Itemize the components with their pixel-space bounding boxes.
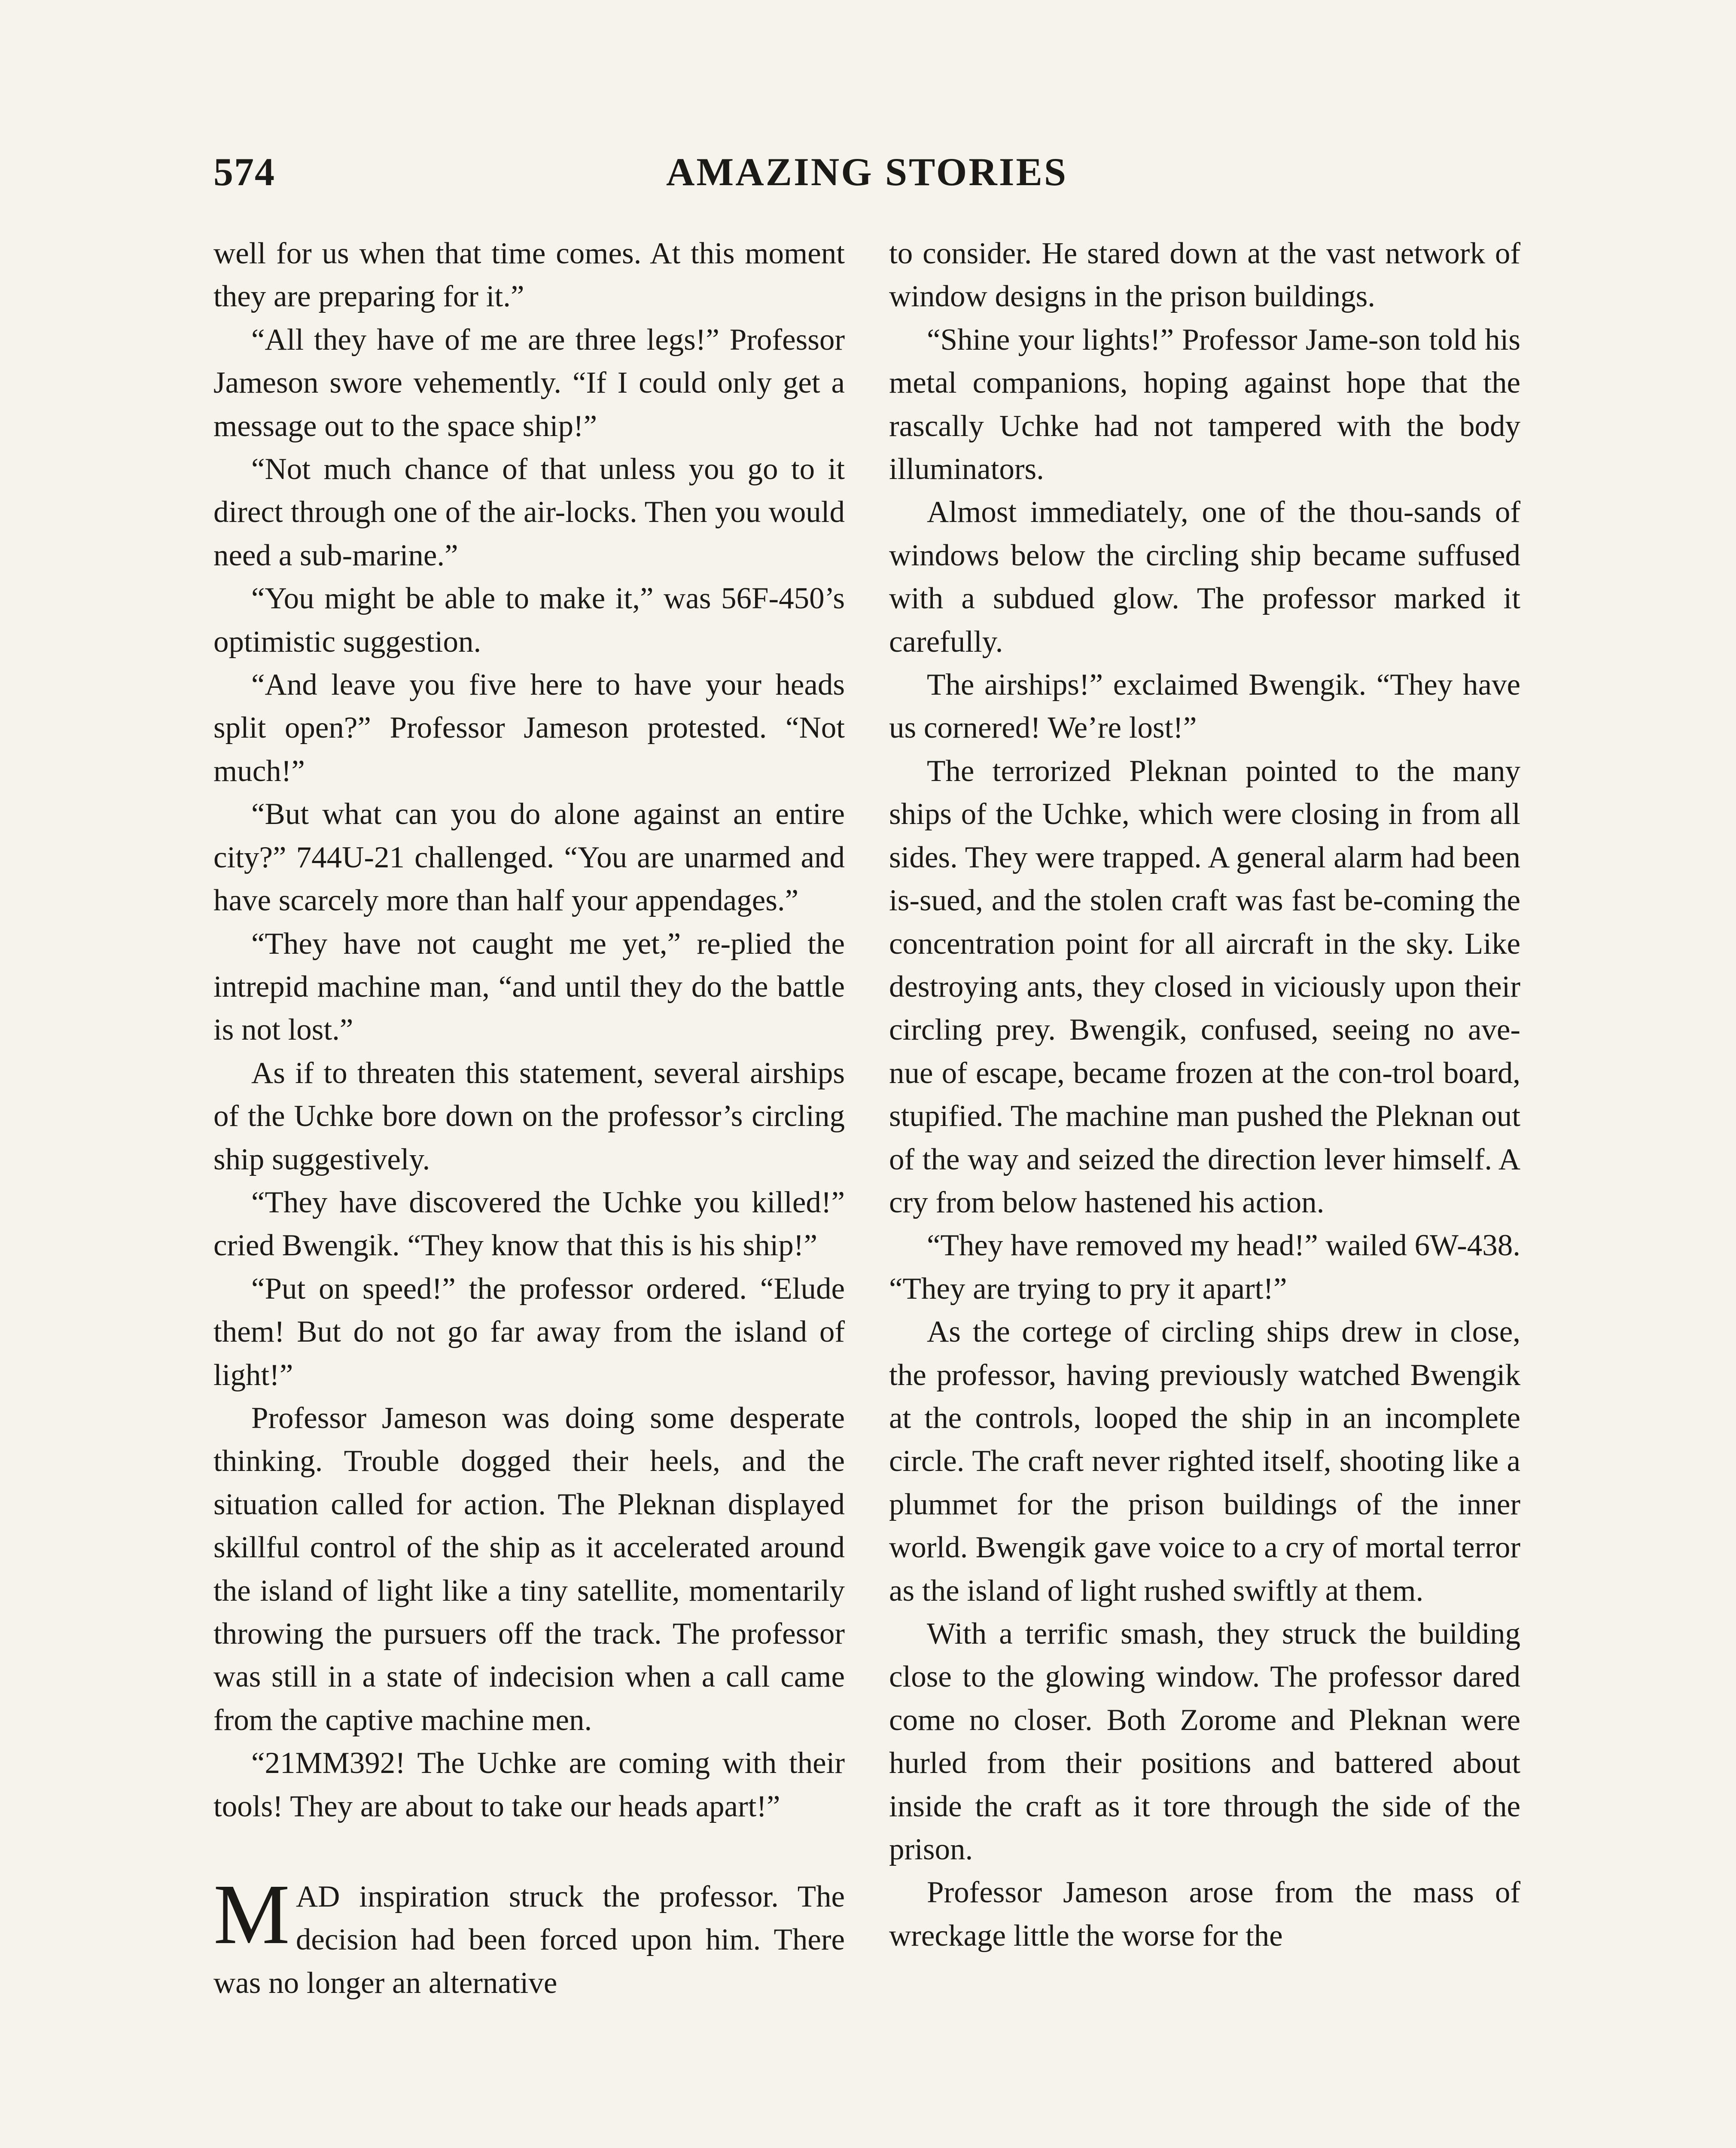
paragraph: “Shine your lights!” Professor Jame-son told his metal companions, hoping against hope that the rascally Uchke had not tampered with the body illuminators. (889, 323, 1520, 486)
drop-cap-letter: M (213, 1867, 290, 1962)
paragraph: Professor Jameson arose from the mass of wreckage little the worse for the (889, 1876, 1520, 1953)
paragraph: The terrorized Pleknan pointed to the many ships of the Uchke, which were closing in from all sides. They were trapped. A general alarm had been is-sued, and the stolen craft was fast be-coming the concentration point for all aircraft in the sky. Like destroying ants, they closed in viciously upon their circling prey. Bwengik, confused, seeing no ave-nue of escape, became frozen at the con-trol board, stupified. The machine man pushed the Pleknan out of the way and seized the direction lever himself. A cry from below hastened his action. (889, 754, 1520, 1219)
paragraph: “They have discovered the Uchke you killed!” cried Bwengik. “They know that this is his ship!” (213, 1185, 845, 1263)
paragraph: “21MM392! The Uchke are coming with their tools! They are about to take our heads apart!” (213, 1746, 845, 1823)
paragraph: “But what can you do alone against an entire city?” 744U-21 challenged. “You are unarmed and have scarcely more than half your appendages.” (213, 797, 845, 918)
magazine-title: AMAZING STORIES (666, 150, 1068, 194)
paragraph: Almost immediately, one of the thou-sands of windows below the circling ship became suffused with a subdued glow. The professor marked it carefully. (889, 495, 1520, 659)
drop-cap-paragraph (213, 1867, 845, 2005)
right-column (889, 232, 1520, 1957)
left-column (213, 232, 845, 2005)
paragraph: As the cortege of circling ships drew in close, the professor, having previously watched Bwengik at the controls, looped the ship in an incomplete circle. The craft never righted itself, shooting like a plummet for the prison buildings of the inner world. Bwengik gave voice to a cry of mortal terror as the island of light rushed swiftly at them. (889, 1315, 1520, 1608)
paragraph: With a terrific smash, they struck the building close to the glowing window. The professor dared come no closer. Both Zorome and Pleknan were hurled from their positions and battered about inside the craft as it tore through the side of the prison. (889, 1617, 1520, 1867)
paragraph: well for us when that time comes. At this moment they are preparing for it.” (213, 237, 845, 314)
paragraph: The airships!” exclaimed Bwengik. “They have us cornered! We’re lost!” (889, 668, 1520, 745)
paragraph: “Put on speed!” the professor ordered. “Elude them! But do not go far away from the island of light!” (213, 1272, 845, 1392)
paragraph: “All they have of me are three legs!” Professor Jameson swore vehemently. “If I could only get a message out to the space ship!” (213, 323, 845, 443)
paragraph: As if to threaten this statement, several airships of the Uchke bore down on the professor’s circling ship suggestively. (213, 1056, 845, 1176)
paragraph: “You might be able to make it,” was 56F-450’s optimistic suggestion. (213, 582, 845, 659)
paragraph: “Not much chance of that unless you go to it direct through one of the air-locks. Then you would need a sub-marine.” (213, 452, 845, 572)
paragraph: “They have removed my head!” wailed 6W-438. “They are trying to pry it apart!” (889, 1229, 1520, 1306)
paragraph-text: AD inspiration struck the professor. The decision had been forced upon him. There was no longer an alternative (213, 1880, 845, 2000)
paragraph: “And leave you five here to have your heads split open?” Professor Jameson protested. “Not much!” (213, 668, 845, 788)
paragraph: to consider. He stared down at the vast network of window designs in the prison buildings. (889, 237, 1520, 314)
paragraph: Professor Jameson was doing some desperate thinking. Trouble dogged their heels, and the situation called for action. The Pleknan displayed skillful control of the ship as it accelerated around the island of light like a tiny satellite, momentarily throwing the pursuers off the track. The professor was still in a state of indecision when a call came from the captive machine men. (213, 1401, 845, 1737)
paragraph: “They have not caught me yet,” re-plied the intrepid machine man, “and until they do the battle is not lost.” (213, 927, 845, 1047)
page-header (213, 144, 1520, 200)
page-number: 574 (213, 150, 275, 194)
